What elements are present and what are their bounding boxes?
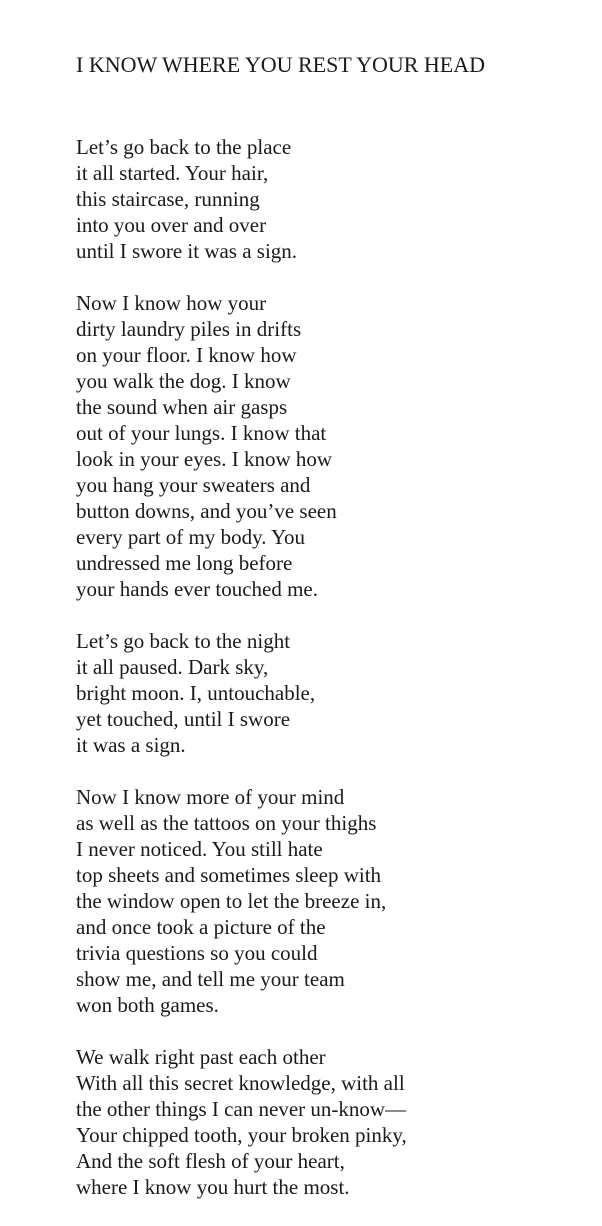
poem-line: every part of my body. You (76, 525, 306, 549)
poem-line: Now I know more of your mind (76, 785, 345, 809)
poem-page (76, 52, 582, 1226)
poem-line: We walk right past each other (76, 1045, 326, 1069)
poem-line: trivia questions so you could (76, 941, 318, 965)
poem-line: And the soft flesh of your heart, (76, 1149, 345, 1173)
stanza (76, 290, 582, 602)
poem-line: this staircase, running (76, 187, 260, 211)
poem-line: dirty laundry piles in drifts (76, 317, 302, 341)
stanza (76, 784, 582, 1018)
poem-line: Let’s go back to the place (76, 135, 292, 159)
stanza (76, 134, 582, 264)
poem-line: and once took a picture of the (76, 915, 326, 939)
poem-line: you walk the dog. I know (76, 369, 291, 393)
poem-title: I KNOW WHERE YOU REST YOUR HEAD (76, 52, 486, 77)
stanza (76, 628, 582, 758)
poem-line: until I swore it was a sign. (76, 239, 298, 263)
poem-line: button downs, and you’ve seen (76, 499, 337, 523)
poem-line: Your chipped tooth, your broken pinky, (76, 1123, 407, 1147)
poem-line: where I know you hurt the most. (76, 1175, 350, 1199)
poem-line: it all started. Your hair, (76, 161, 269, 185)
poem-line: the window open to let the breeze in, (76, 889, 387, 913)
poem-line: it was a sign. (76, 733, 186, 757)
stanza (76, 1044, 582, 1200)
poem-line: undressed me long before (76, 551, 293, 575)
poem-line: I never noticed. You still hate (76, 837, 323, 861)
poem-line: look in your eyes. I know how (76, 447, 333, 471)
poem-line: out of your lungs. I know that (76, 421, 327, 445)
poem-line: into you over and over (76, 213, 267, 237)
poem-line: won both games. (76, 993, 219, 1017)
poem-line: your hands ever touched me. (76, 577, 319, 601)
poem-body (76, 134, 582, 1200)
poem-line: the sound when air gasps (76, 395, 288, 419)
poem-line: it all paused. Dark sky, (76, 655, 269, 679)
poem-line: yet touched, until I swore (76, 707, 291, 731)
poem-line: the other things I can never un-know— (76, 1097, 407, 1121)
poem-line: as well as the tattoos on your thighs (76, 811, 377, 835)
poem-line: Let’s go back to the night (76, 629, 291, 653)
poem-line: bright moon. I, untouchable, (76, 681, 316, 705)
poem-line: top sheets and sometimes sleep with (76, 863, 382, 887)
poem-line: on your floor. I know how (76, 343, 297, 367)
poem-line: Now I know how your (76, 291, 267, 315)
poem-line: With all this secret knowledge, with all (76, 1071, 405, 1095)
poem-line: you hang your sweaters and (76, 473, 311, 497)
poem-line: show me, and tell me your team (76, 967, 345, 991)
